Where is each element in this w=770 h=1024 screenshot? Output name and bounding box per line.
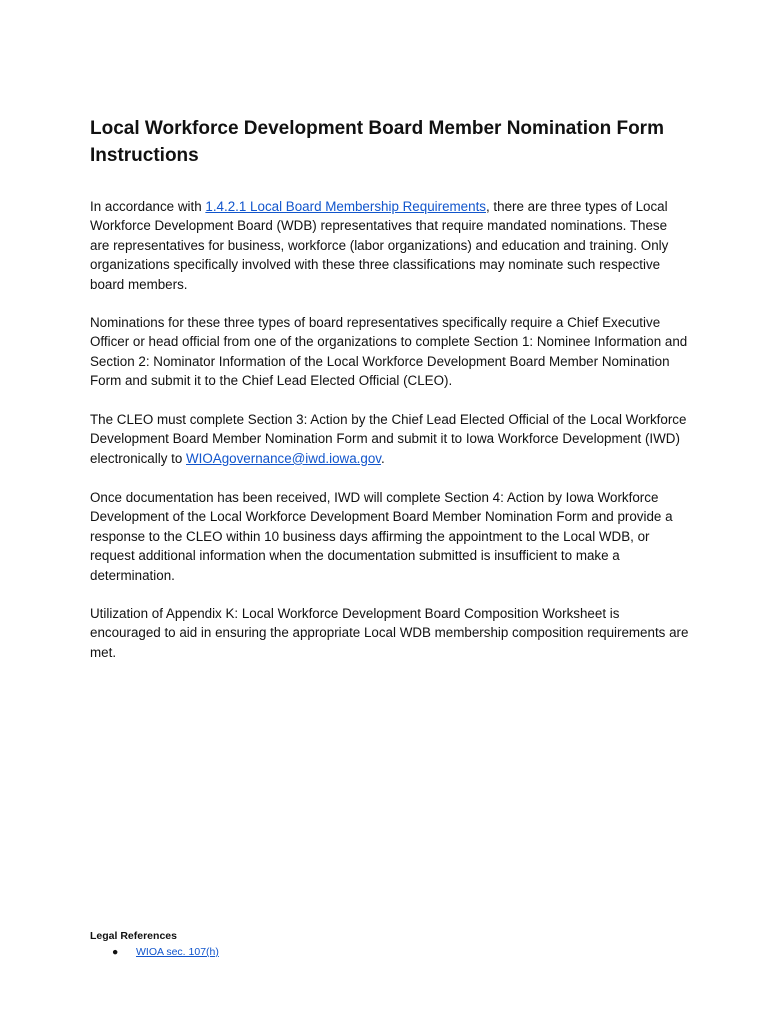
paragraph-text: In accordance with bbox=[90, 199, 206, 214]
paragraph-nominations: Nominations for these three types of board representatives specifically require a Chief Executive Officer or head official from one of the organizations to complete Section 1: Nominee Information and Section 2: Nominator Information of the Local Workforce Development Board Member Nomination Form and submit it to the Chief Lead Elected Official (CLEO). bbox=[90, 315, 688, 389]
paragraph-membership-requirements bbox=[90, 197, 690, 294]
paragraph-cleo-action bbox=[90, 410, 690, 468]
list-item bbox=[90, 945, 219, 960]
membership-requirements-link[interactable]: 1.4.2.1 Local Board Membership Requirements bbox=[205, 199, 486, 214]
legal-references-list bbox=[90, 945, 219, 960]
legal-references-heading: Legal References bbox=[90, 930, 177, 942]
governance-email-link[interactable]: WIOAgovernance@iwd.iowa.gov bbox=[186, 450, 381, 466]
paragraph-text: The CLEO must complete Section 3: Action by the Chief Lead Elected Official of the Local Workforce Development Board Member Nomination Form and submit it to Iowa Workforce Development (IWD) electronically to bbox=[90, 412, 687, 466]
paragraph-text: , there are three types of Local Workforce Development Board (WDB) representatives that require mandated nominations. These are representatives for business, workforce (labor organizations) and education and training. Only organizations specifically involved with these three classifications may nominate such respective board members. bbox=[90, 199, 669, 292]
paragraph-iwd-action: Once documentation has been received, IWD will complete Section 4: Action by Iowa Workforce Development of the Local Workforce Development Board Member Nomination Form and provide a response to the CLEO within 10 business days affirming the appointment to the Local WDB, or request additional information when the documentation submitted is insufficient to make a determination. bbox=[90, 490, 673, 583]
paragraph-appendix-k: Utilization of Appendix K: Local Workforce Development Board Composition Worksheet is encouraged to aid in ensuring the appropriate Local WDB membership composition requirements are met. bbox=[90, 606, 689, 660]
wioa-reference-link[interactable]: WIOA sec. 107(h) bbox=[136, 946, 219, 958]
document-title: Local Workforce Development Board Member Nomination Form Instructions bbox=[90, 118, 664, 166]
paragraph-text: . bbox=[380, 450, 385, 466]
bullet-icon: ● bbox=[112, 946, 119, 958]
